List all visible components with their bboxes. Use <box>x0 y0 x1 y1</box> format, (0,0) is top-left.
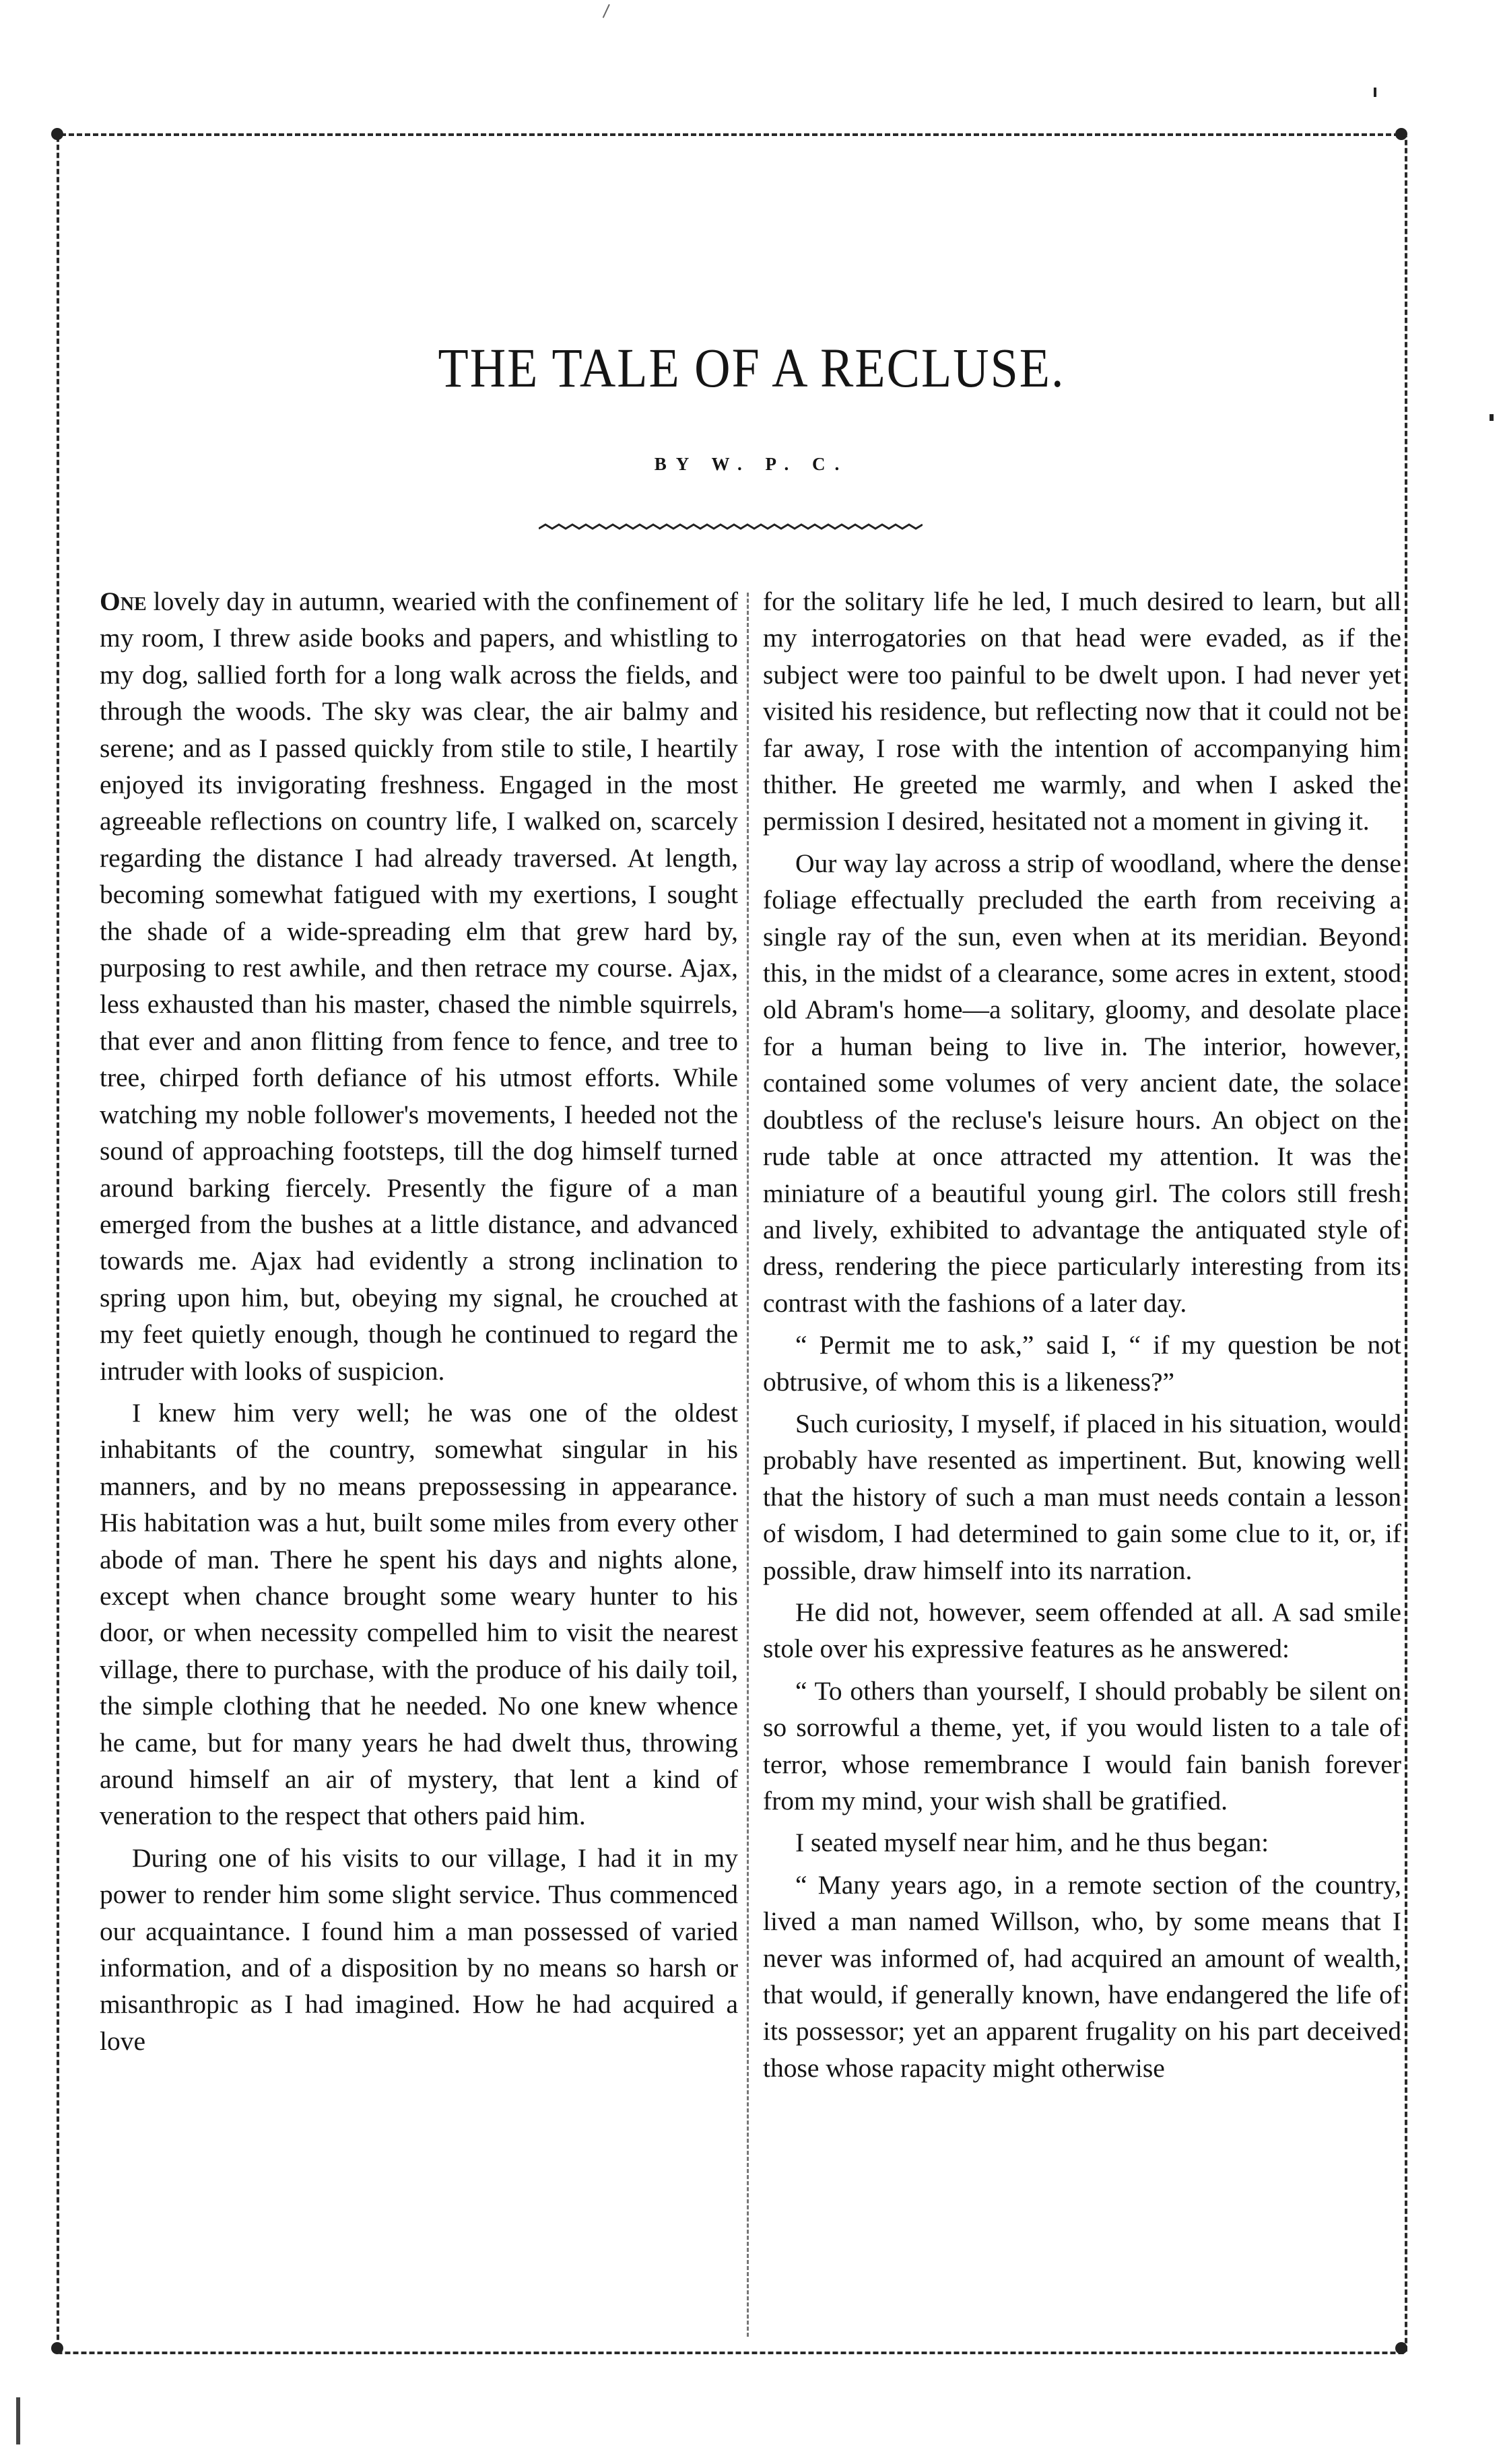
border-corner-ornament <box>51 2342 63 2354</box>
paragraph: I seated myself near him, and he thus began: <box>795 1828 1269 1858</box>
right-column <box>763 583 1401 2092</box>
paragraph: He did not, however, seem offended at all. A sad smile stole over his expressive features as he answered: <box>763 1597 1401 1664</box>
paragraph: Such curiosity, I myself, if placed in his situation, would probably have resented as impertinent. But, knowing well that the history of such a man must needs contain a lesson of wisdom, I had determined to gain some clue to it, or, if possible, draw himself into its narration. <box>763 1408 1401 1585</box>
border-corner-ornament <box>51 128 63 140</box>
article-byline: BY W. P. C. <box>654 454 849 474</box>
border-corner-ornament <box>1395 128 1407 140</box>
paragraph: During one of his visits to our village, I had it in my power to render him some slight service. Thus commenced our acquaintance. I found him a man possessed of varied information, and of a disposition by no means so harsh or misanthropic as I had imagined. How he had acquired a love <box>100 1842 738 2056</box>
paragraph: for the solitary life he led, I much desired to learn, but all my interrogatories on that head were evaded, as if the subject were too painful to be dwelt upon. I had never yet visited his residence, but reflecting now that it could not be far away, I rose with the intention of accompanying him thither. He greeted me warmly, and when I asked the permission I desired, hesitated not a moment in giving it. <box>763 587 1401 836</box>
paragraph: I knew him very well; he was one of the oldest inhabitants of the country, somewhat singular in his manners, and by no means prepossessing in appearance. His habitation was a hut, built some miles from every other abode of man. There he spent his days and nights alone, except when chance brought some weary hunter to his door, or when necessity compelled him to visit the nearest village, there to purchase, with the produce of his daily toil, the simple clothing that he needed. No one knew whence he came, but for many years he had dwelt thus, throwing around himself an air of mystery, that lent a kind of veneration to the respect that others paid him. <box>100 1397 738 1831</box>
left-column <box>100 583 738 2065</box>
paragraph: “ Many years ago, in a remote section of the country, lived a man named Willson, who, by some means that I never was informed of, had acquired an amount of wealth, that would, if generally known, have endangered the life of its possessor; yet an apparent frugality on his part deceived those whose rapacity might otherwise <box>763 1869 1401 2083</box>
column-divider <box>747 593 749 2337</box>
title-ornament-rule <box>539 521 923 536</box>
paragraph: “ To others than yourself, I should probably be silent on so sorrowful a theme, yet, if you would listen to a tale of terror, whose remembrance I would fain banish forever from my mind, your wish shall be gratified. <box>763 1675 1401 1816</box>
paragraph: One lovely day in autumn, wearied with the confinement of my room, I threw aside books and papers, and whistling to my dog, sallied forth for a long walk across the fields, and through the woods. The sky was clear, the air balmy and serene; and as I passed quickly from stile to stile, I heartily enjoyed its invigorating freshness. Engaged in the most agreeable reflections on country life, I walked on, scarcely regarding the distance I had already traversed. At length, becoming somewhat fatigued with my exertions, I sought the shade of a wide-spreading elm that grew hard by, purposing to rest awhile, and then retrace my course. Ajax, less exhausted than his master, chased the nimble squirrels, that ever and anon flitting from fence to fence, and tree to tree, chirped forth defiance of his utmost efforts. While watching my noble follower's movements, I heeded not the sound of approaching footsteps, till the dog himself turned around barking fiercely. Presently the figure of a man emerged from the bushes at a little distance, and advanced towards me. Ajax had evidently a strong inclination to spring upon him, but, obeying my signal, he crouched at my feet quietly enough, though he continued to regard the intruder with looks of suspicion. <box>100 587 738 1386</box>
paragraph: “ Permit me to ask,” said I, “ if my question be not obtrusive, of whom this is a likeness?” <box>763 1330 1401 1397</box>
paragraph: Our way lay across a strip of woodland, where the dense foliage effectually precluded the earth from receiving a single ray of the sun, even when at its meridian. Beyond this, in the midst of a clearance, some acres in extent, stood old Abram's home—a solitary, gloomy, and desolate place for a human being to live in. The interior, however, contained some volumes of very ancient date, the solace doubtless of the recluse's leisure hours. An object on the rude table at once attracted my attention. It was the miniature of a beautiful young girl. The colors still fresh and lively, exhibited to advantage the antiquated style of dress, rendering the piece particularly interesting from its contrast with the fashions of a later day. <box>763 848 1401 1318</box>
article-title: THE TALE OF A RECLUSE. <box>438 337 1065 399</box>
border-corner-ornament <box>1395 2342 1407 2354</box>
opening-word: One <box>100 587 147 616</box>
